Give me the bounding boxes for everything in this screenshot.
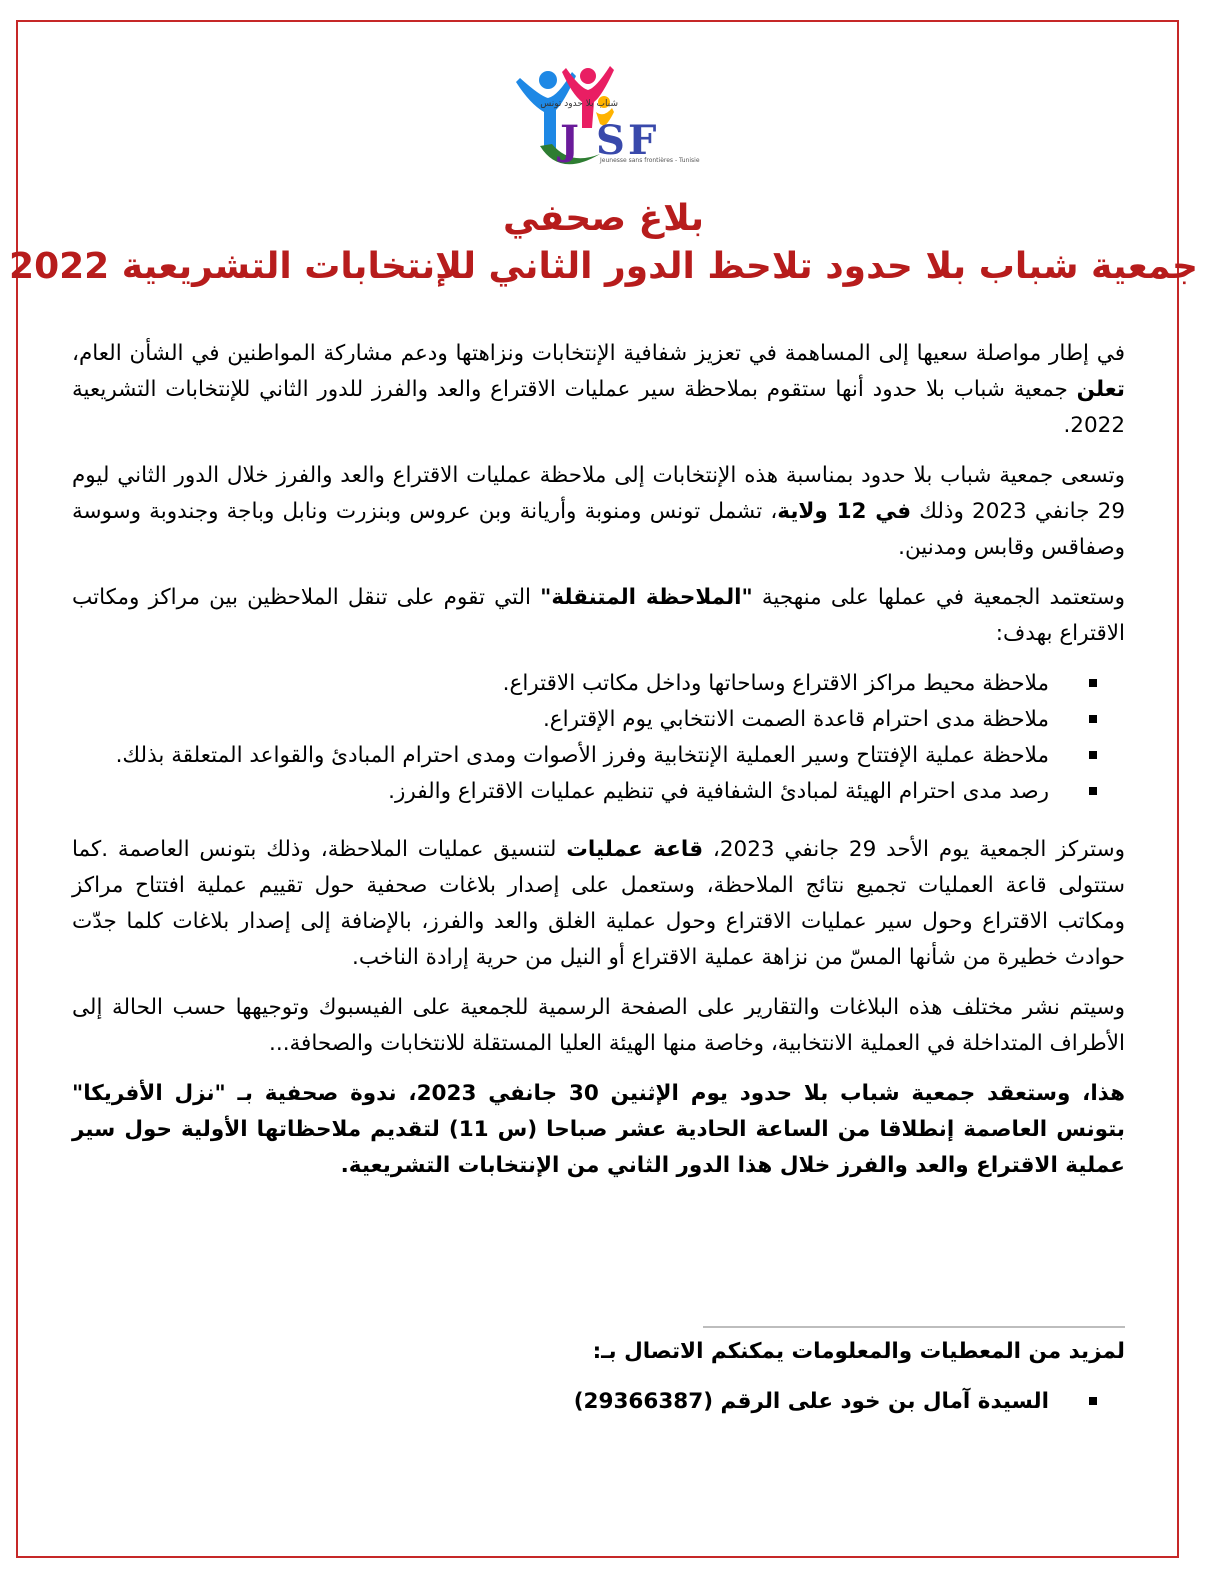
paragraph-operations-room: وستركز الجمعية يوم الأحد 29 جانفي 2023، قاعة عمليات لتنسيق عمليات الملاحظة، وذلك بتونس العاصمة .كما ستتولى قاعة العمليات تجميع نتائج الملاحظة، وستعمل على إصدار بلاغات صحفية حول تقييم عملية افتتاح مراكز ومكاتب الاقتراع وحول سير عمليات الاقتراع وحول عملية الغلق والعد والفرز، بالإضافة إلى إصدار بلاغات كلما جدّت حوادث خطيرة من شأنها المسّ من نزاهة عملية الاقتراع أو النيل من حرية إرادة الناخب.: [72, 837, 1126, 970]
contact-list: [72, 1384, 1125, 1420]
paragraph-press-conference: هذا، وستعقد جمعية شباب بلا حدود يوم الإثنين 30 جانفي 2023، ندوة صحفية بـ "نزل الأفريكا" بتونس العاصمة إنطلاقا من الساعة الحادية عشر صباحا (س 11) لتقديم ملاحظاتها الأولية حول سير عملية الاقتراع والعد والفرز خلال هذا الدور الثاني من الإنتخابات التشريعية.: [72, 1081, 1126, 1178]
press-release-subtitle: جمعية شباب بلا حدود تلاحظ الدور الثاني للإنتخابات التشريعية 2022: [9, 246, 1198, 287]
objectives-list: [72, 666, 1125, 810]
list-item: ملاحظة مدى احترام قاعدة الصمت الانتخابي يوم الإقتراع.: [72, 702, 1049, 738]
divider: [703, 1326, 1125, 1328]
svg-text:S: S: [596, 117, 625, 164]
paragraph-methodology: وستعتمد الجمعية في عملها على منهجية "الملاحظة المتنقلة" التي تقوم على تنقل الملاحظين بين مراكز ومكاتب الاقتراع بهدف:: [72, 585, 1125, 646]
press-release-title: بلاغ صحفي: [502, 198, 705, 239]
contact-heading: لمزيد من المعطيات والمعلومات يمكنكم الاتصال بـ:: [592, 1339, 1125, 1364]
paragraph-governorates: وتسعى جمعية شباب بلا حدود بمناسبة هذه الإنتخابات إلى ملاحظة عمليات الاقتراع والعد والفرز خلال الدور الثاني ليوم 29 جانفي 2023 وذلك في 12 ولاية، تشمل تونس ومنوبة وأريانة وبن عروس وبنزرت ونابل وباجة وجندوبة وسوسة وصفاقس وقابس ومدنين.: [72, 463, 1125, 560]
svg-text:شباب بلا حدود تونس: شباب بلا حدود تونس: [540, 99, 618, 109]
list-item: رصد مدى احترام الهيئة لمبادئ الشفافية في تنظيم عمليات الاقتراع والفرز.: [72, 774, 1049, 810]
svg-text:F: F: [628, 117, 657, 164]
jsf-logo: [500, 58, 700, 178]
list-item: ملاحظة عملية الإفتتاح وسير العملية الإنتخابية وفرز الأصوات ومدى احترام المبادئ والقواعد المتعلقة بذلك.: [72, 738, 1049, 774]
contact-person: السيدة آمال بن خود على الرقم (29366387): [72, 1384, 1049, 1420]
svg-text:J: J: [560, 117, 579, 164]
paragraph-publication: وسيتم نشر مختلف هذه البلاغات والتقارير على الصفحة الرسمية للجمعية على الفيسبوك وتوجيهها حسب الحالة إلى الأطراف المتداخلة في العملية الانتخابية، وخاصة منها الهيئة العليا المستقلة للانتخابات والصحافة...: [72, 995, 1125, 1056]
svg-text:Jeunesse sans frontières - Tun: Jeunesse sans frontières - Tunisie: [600, 157, 700, 164]
list-item: ملاحظة محيط مراكز الاقتراع وساحاتها وداخل مكاتب الاقتراع.: [72, 666, 1049, 702]
press-release-body: [72, 336, 1125, 1198]
contact-section: [72, 1334, 1125, 1420]
paragraph-intro: في إطار مواصلة سعيها إلى المساهمة في تعزيز شفافية الإنتخابات ونزاهتها ودعم مشاركة المواطنين في الشأن العام، تعلن جمعية شباب بلا حدود أنها ستقوم بملاحظة سير عمليات الاقتراع والعد والفرز للدور الثاني للإنتخابات التشريعية 2022.: [72, 341, 1125, 438]
